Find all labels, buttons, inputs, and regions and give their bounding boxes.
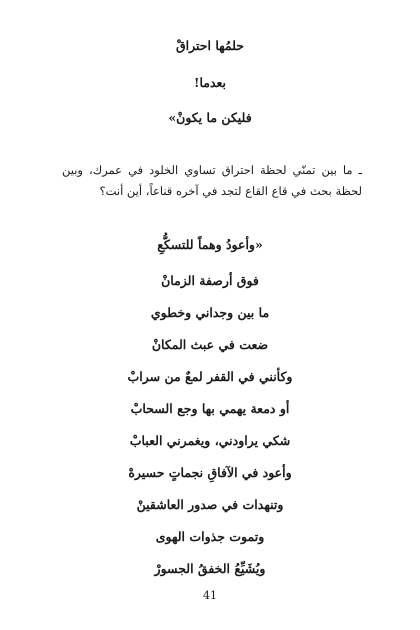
verse-line: حلمُها احتراقْ: [175, 38, 245, 53]
verse-line: وتموت جذوات الهوى: [155, 529, 265, 544]
verse-line: شكي يراودني، ويغمرني العبابْ: [129, 433, 291, 448]
verse-line: ضعت في عبث المكانْ: [151, 337, 269, 352]
verse-line: فوق أرصفة الزمانْ: [161, 273, 259, 288]
verse-line: وتنهدات في صدور العاشقينْ: [136, 497, 284, 512]
verse-line: بعدما!: [193, 75, 227, 90]
verse-line: ما بين وجداني وخطوي: [150, 305, 270, 320]
verse-line: أو دمعة يهمي بها وجع السحابْ: [130, 401, 290, 416]
prose-paragraph: ـ ما بين تمنّي لحظة احتراق تساوي الخلود في عمرك، وبين لحظة بحث في قاع القاع لتجد في آخره قناعاً، أين أنت؟: [62, 163, 362, 198]
verse-line: فليكن ما يكونْ»: [168, 110, 252, 125]
verse-line: وأعود في الآفاقِ نجماتٍ حسيرهْ: [128, 465, 292, 480]
verse-line: وكأنني في القفر لمعٌ من سرابْ: [127, 369, 293, 384]
verse-line: «وأعودُ وهماً للتسكُّعِ: [157, 237, 263, 252]
verse-line: ويُشَيِّعُ الخفقُ الجسورْ: [154, 561, 266, 576]
page-number: 41: [203, 589, 217, 602]
